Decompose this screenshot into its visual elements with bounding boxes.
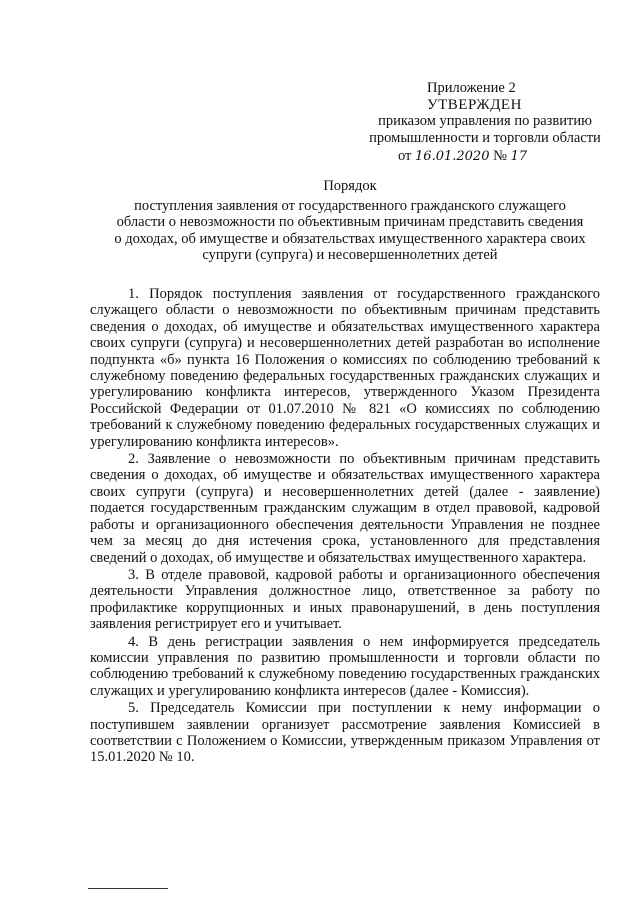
order-prefix: от	[398, 148, 412, 164]
title-word: Порядок	[323, 178, 377, 194]
order-number-handwritten: 17	[510, 149, 528, 164]
order-date-handwritten: 16.01.2020	[415, 149, 490, 164]
title-line-4: супруги (супруга) и несовершеннолетних детей	[202, 247, 498, 263]
title-line-1: поступления заявления от государственного гражданского служащего	[134, 197, 566, 214]
approval-header	[355, 80, 615, 166]
document-body	[90, 286, 600, 767]
paragraph-3: 3. В отделе правовой, кадровой работы и организационного обеспечения деятельности Управления должностное лицо, ответственное за работу по профилактике коррупционных и иных правонарушений, в день поступления заявления регистрирует его и учитывает.	[90, 566, 600, 633]
approval-line-2: промышленности и торговли области	[369, 129, 601, 146]
footnote-divider	[88, 888, 168, 889]
title-line-2: области о невозможности по объективным причинам представить сведения	[116, 214, 584, 230]
order-reference	[355, 148, 615, 166]
order-number-label: №	[493, 148, 507, 164]
paragraph-1: 1. Порядок поступления заявления от государственного гражданского служащего области о невозможности по объективным причинам представить сведения о доходах, об имуществе и обязательствах имущественного характера своих супруги (супруга) и несовершеннолетних детей разработан во исполнение подпункта «б» пункта 16 Положения о комиссиях по соблюдению требований к служебному поведению федеральных государственных гражданских служащих и урегулированию конфликта интересов, утвержденного Указом Президента Российской Федерации от 01.07.2010 № 821 «О комиссиях по соблюдению требований к служебному поведению федеральных государственных служащих и урегулированию конфликта интересов».	[90, 286, 600, 450]
approval-line-1: приказом управления по развитию	[378, 113, 592, 129]
annex-label: Приложение 2	[427, 80, 516, 96]
paragraph-5: 5. Председатель Комиссии при поступлении к нему информации о поступившем заявлении организует рассмотрение заявления Комиссией в соответствии с Положением о Комиссии, утвержденным приказом Управления от 15.01.2020 № 10.	[90, 700, 600, 766]
title-line-3: о доходах, об имуществе и обязательствах имущественного характера своих	[114, 230, 586, 247]
document-title	[90, 178, 610, 264]
approved-label: УТВЕРЖДЕН	[427, 96, 522, 113]
paragraph-2: 2. Заявление о невозможности по объективным причинам представить сведения о доходах, об имуществе и обязательствах имущественного характера своих супруги (супруга) и несовершеннолетних детей (далее - заявление) подается государственным гражданским служащим в отдел правовой, кадровой работы и организационного обеспечения деятельности Управления не позднее чем за месяц до дня истечения срока, установленного для представления сведений о доходах, об имуществе и обязательствах имущественного характера.	[90, 451, 600, 566]
paragraph-4: 4. В день регистрации заявления о нем информируется председатель комиссии управления по развитию промышленности и торговли области по соблюдению требований к служебному поведению государственных гражданских служащих и урегулированию конфликта интересов (далее - Комиссия).	[90, 633, 600, 699]
